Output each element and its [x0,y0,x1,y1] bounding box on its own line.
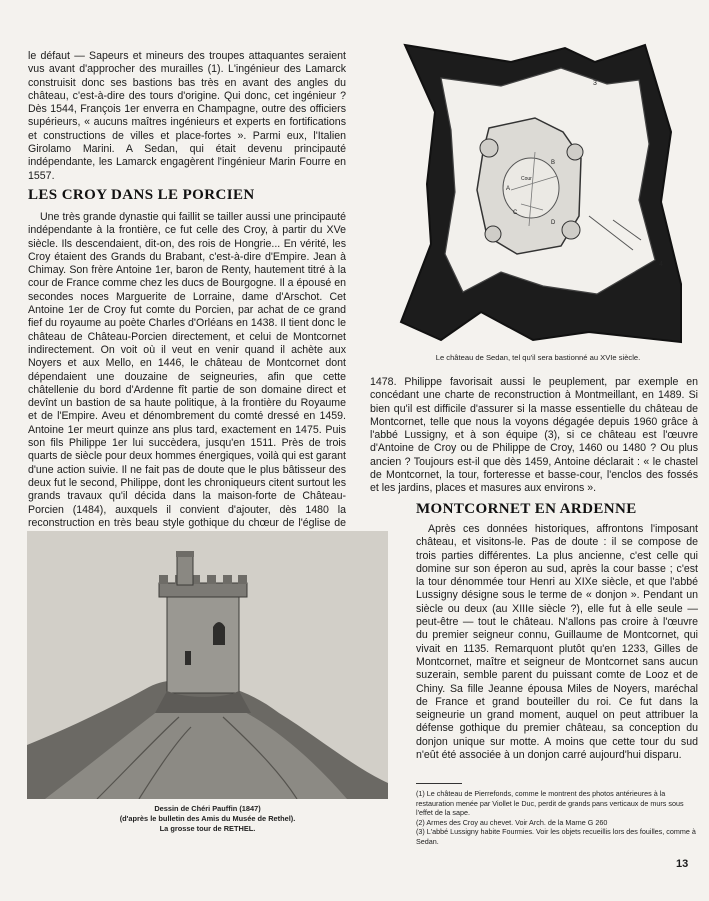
map-label-cour: Cour [521,176,532,182]
tower-caption-line2: (d'après le bulletin des Amis du Musée de Rethel). [119,814,296,823]
footnotes [416,789,698,847]
tower-caption-line3: La grosse tour de RETHEL. [159,824,256,833]
tower-caption-line1: Dessin de Chéri Pauffin (1847) [154,804,261,813]
croy-section-body [28,211,346,543]
croy-text: Une très grande dynastie qui faillit se tailler aussi une principauté indépendante à la frontière, ce fut celle des Croy, à partir du XVe siècle. Ils descendaient, dit-on, des rois de Hongrie... En vérité, les Croy étaient des Grands du Brabant, c'est-à-dire d'Empire. Jean à Chimay. Son frère Antoine 1er, baron de Renty, hautement titré à la cour de France comme chez les ducs de Bourgogne. Il a épousé en secondes noces Marguerite de Lorraine, dame d'Arschot. Cet Antoine 1er de Croy fut comte du Porcien, par achat de ce grand fief du royaume au poète Charles d'Orléans en 1438. Il tient donc le château de Château-Porcien directement, et celui de Montcornet indirectement. On voit où il veut en venir quand il achète aux Noyers et aux Mello, en 1446, le château de Montcornet dont dépendaient une douzaine de seigneuries, afin que cette châtellenie du bord d'Ardenne fît partie de son domaine direct et devînt un bastion de sa haute politique, à la frontière du Royaume et de l'Empire. Aveu et dénombrement du comté dressé en 1459. Antoine 1er meurt quinze ans plus tard, exactement en 1475. Puis son fils Philippe 1er lui succèdera, jusqu'en 1511. Près de trois quarts de siècle pour deux hommes énergiques, voilà qui est garant d'une action suivie. Il ne fait pas de doute que le plus bâtisseur des deux fut le second, Philippe, dont les chroniqueurs citent surtout les grands travaux qu'il décida dans la maison-forte de Château-Porcien (1484), auxquels il convient d'ajouter, dès 1480 la reconstruction en très beau style gothique du chœur de l'église de [28,211,346,529]
section-heading-croy: LES CROY DANS LE PORCIEN [28,187,255,203]
map-label-a: A [506,186,511,192]
continuation-text: 1478. Philippe favorisait aussi le peuplement, par exemple en concédant une charte de reconstruction à Montmeillant, en 1489. Si bien qu'il est difficile d'assurer si la masse essentielle du château de Montcornet, telle que nous la voyons dégagée depuis 1960 grâce à l'abbé Lussigny, et à son équipe (3), si ce château est l'œuvre d'Antoine de Croy ou de Philippe de Croy, 1460 ou 1480 ? Ou plus ancien ? Toujours est-il que dès 1459, Antoine déclarait : « le chastel de Montcornet, la tour, forteresse et basse-cour, l'enclos des fossés et les jardins, places et masures aux environs ». [370,376,698,495]
map-label-c: C [513,210,518,216]
page-number: 13 [676,858,689,870]
intro-paragraph [28,50,346,183]
section-heading-montcornet: MONTCORNET EN ARDENNE [416,501,637,517]
tower-drawing [27,531,388,799]
continuation-paragraph [370,376,698,496]
tower-body [167,591,239,693]
intro-text: le défaut — Sapeurs et mineurs des troupes attaquantes seraient vus avant d'approcher des murailles (1). L'ingénieur des Lamarck construisit donc ses bastions bas très en avant des angles du château, c'est-à-dire des tours d'origine. Qui donc, cet ingénieur ? Dès 1544, François 1er enverra en Champagne, outre des officiers supérieurs, « aucuns maîtres ingénieurs et experts en fortifications et constructions de villes et place-fortes ». Parmi eux, l'Italien Girolamo Marini. A Sedan, qui était devenu principauté indépendante, les Lamarck engagèrent l'ingénieur Marin Fourre en 1557. [28,50,346,182]
footnote-3: (3) L'abbé Lussigny habite Fourmies. Voir les objets recueillis lors des fouilles, comme à Sedan. [416,827,696,846]
map-label-b: B [551,160,556,166]
sedan-plan-drawing [393,40,695,345]
footnote-rule [416,783,462,784]
sedan-plan-caption: Le château de Sedan, tel qu'il sera bastionné au XVIe siècle. [435,353,641,362]
map-label-3: 3 [593,80,597,87]
rethel-tower-illustration [27,531,388,799]
sedan-plan-figure [393,40,695,345]
map-label-4: 4 [659,261,663,268]
map-label-d: D [551,220,556,226]
tower-caption [27,804,388,834]
montcornet-text: Après ces données historiques, affrontons l'imposant château, et visitons-le. Pas de doute : il se compose de trois parties différentes. La plus ancienne, c'est celle qui domine sur son éperon au sud, après la cour basse ; c'est la tour dénommée tour Henri au XIXe siècle, et que l'abbé Lussigny désigne sous le terme de « donjon ». Pendant un siècle ou deux (au XIIIe siècle ?), elle fut à elle seule — peut-être — tout le château. N'allons pas croire à l'œuvre du premier seigneur connu, Guillaume de Montcornet, qui vivait en 1135. Remarquont plutôt qu'en 1233, Gilles de Montcornet, maître et seigneur de Montcornet sans aucun suzerain, semble parent du puissant comte de Looz et de Chiny. Sa fille Jeanne épousa Miles de Noyers, maréchal de France et grand bouteiller du roi. Ce fut dans la seigneurie un grand moment, auquel on peut attribuer la défense gothique du premier château, sa conception du donjon unique sur motte. A moins que cette tour du sud n'eût été associée à un donjon carré aujourd'hui disparu. [416,523,698,762]
footnote-1: (1) Le château de Pierrefonds, comme le montrent des photos antérieures à la restauration menée par Viollet le Duc, perdit de grands pans verticaux de murs sous l'effet de la sape. [416,789,684,818]
footnote-2: (2) Armes des Croy au chevet. Voir Arch. de la Marne G 260 [416,817,608,827]
montcornet-section-body [416,523,698,762]
